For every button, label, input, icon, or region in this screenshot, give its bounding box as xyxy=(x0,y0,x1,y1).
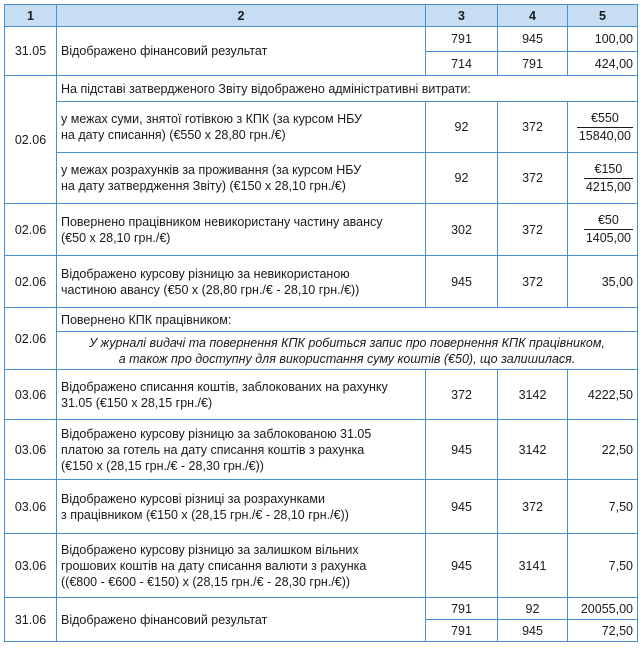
table-row xyxy=(5,153,638,204)
description-line: на дату затвердження Звіту) (€150 х 28,10 грн./€) xyxy=(61,179,346,193)
amount-cell xyxy=(568,102,638,153)
description-line: платою за готель на дату списання коштів з рахунка xyxy=(61,442,365,457)
date-cell: 03.06 xyxy=(5,480,57,534)
debit-cell: 92 xyxy=(426,102,498,153)
table-row xyxy=(5,308,638,332)
description-cell xyxy=(57,204,426,256)
credit-cell: 3142 xyxy=(498,370,568,420)
note-line: а також про доступну для використання суму коштів (€50), що залишилася. xyxy=(118,351,576,366)
credit-cell: 791 xyxy=(498,52,568,76)
debit-cell: 945 xyxy=(426,256,498,308)
uah-amount: 15840,00 xyxy=(578,128,631,143)
description-line: Відображено списання коштів, заблокованих на рахунку xyxy=(61,379,388,394)
description-line: у межах розрахунків за проживання (за курсом НБУ xyxy=(61,163,362,177)
table-row xyxy=(5,598,638,620)
table-row xyxy=(5,76,638,102)
header-col-3: 3 xyxy=(426,5,498,27)
description-cell xyxy=(57,420,426,480)
description-line: ((€800 - €600 - €150) х (28,15 грн./€ - 28,30 грн./€)) xyxy=(61,574,351,589)
description-cell xyxy=(57,534,426,598)
description-line: Відображено курсову різницю за залишком вільних xyxy=(61,542,359,557)
description-line: на дату списання) (€550 х 28,80 грн./€) xyxy=(61,128,286,142)
section-intro: Повернено КПК працівником: xyxy=(57,308,638,332)
date-cell: 02.06 xyxy=(5,308,57,370)
description-line: частиною авансу (€50 х (28,80 грн./€ - 28,10 грн./€)) xyxy=(61,282,360,297)
table-row xyxy=(5,420,638,480)
currency-amount: €50 xyxy=(584,212,633,230)
description-line: Відображено курсові різниці за розрахунками xyxy=(61,491,325,506)
description-cell xyxy=(57,370,426,420)
description-line: (€150 х (28,15 грн./€ - 28,30 грн./€)) xyxy=(61,458,264,473)
amount-cell: 20055,00 xyxy=(568,598,638,620)
amount-cell: 100,00 xyxy=(568,27,638,52)
amount-cell: 424,00 xyxy=(568,52,638,76)
amount-cell: 7,50 xyxy=(568,534,638,598)
amount-cell: 4222,50 xyxy=(568,370,638,420)
table-row xyxy=(5,332,638,370)
table-row xyxy=(5,480,638,534)
description-line: з працівником (€150 х (28,15 грн./€ - 28,10 грн./€)) xyxy=(61,507,349,522)
credit-cell: 372 xyxy=(498,204,568,256)
date-cell: 31.06 xyxy=(5,598,57,642)
credit-cell: 372 xyxy=(498,102,568,153)
date-cell: 02.06 xyxy=(5,76,57,204)
credit-cell: 945 xyxy=(498,27,568,52)
amount-cell xyxy=(568,153,638,204)
amount-cell: 22,50 xyxy=(568,420,638,480)
table-row xyxy=(5,370,638,420)
header-col-1: 1 xyxy=(5,5,57,27)
credit-cell: 372 xyxy=(498,153,568,204)
amount-fraction xyxy=(577,110,633,145)
section-intro: На підставі затвердженого Звіту відображено адміністративні витрати: xyxy=(57,76,638,102)
description-line: 31.05 (€150 х 28,15 грн./€) xyxy=(61,395,213,410)
credit-cell: 3142 xyxy=(498,420,568,480)
header-col-2: 2 xyxy=(57,5,426,27)
amount-cell: 7,50 xyxy=(568,480,638,534)
debit-cell: 372 xyxy=(426,370,498,420)
date-cell: 03.06 xyxy=(5,370,57,420)
uah-amount: 4215,00 xyxy=(585,179,631,194)
table-row xyxy=(5,102,638,153)
date-cell: 31.05 xyxy=(5,27,57,76)
header-row xyxy=(5,5,638,27)
description-line: Відображено курсову різницю за невикористаною xyxy=(61,266,350,281)
note-line: У журналі видачі та повернення КПК робиться запис про повернення КПК працівником, xyxy=(89,335,605,350)
table-row xyxy=(5,27,638,52)
debit-cell: 791 xyxy=(426,620,498,642)
debit-cell: 92 xyxy=(426,153,498,204)
debit-cell: 945 xyxy=(426,480,498,534)
table-row xyxy=(5,204,638,256)
accounting-entries-table xyxy=(4,4,638,642)
currency-amount: €150 xyxy=(584,161,633,179)
amount-cell: 72,50 xyxy=(568,620,638,642)
credit-cell: 372 xyxy=(498,256,568,308)
description-line: грошових коштів на дату списання валюти з рахунка xyxy=(61,558,367,573)
amount-fraction xyxy=(584,161,633,196)
amount-cell: 35,00 xyxy=(568,256,638,308)
credit-cell: 3141 xyxy=(498,534,568,598)
date-cell: 03.06 xyxy=(5,534,57,598)
description-line: у межах суми, знятої готівкою з КПК (за курсом НБУ xyxy=(61,112,362,126)
description-line: Повернено працівником невикористану частину авансу xyxy=(61,214,383,229)
description-cell: Відображено фінансовий результат xyxy=(57,598,426,642)
description-cell xyxy=(57,480,426,534)
debit-cell: 791 xyxy=(426,27,498,52)
description-cell xyxy=(57,153,426,204)
debit-cell: 791 xyxy=(426,598,498,620)
debit-cell: 945 xyxy=(426,420,498,480)
date-cell: 03.06 xyxy=(5,420,57,480)
debit-cell: 945 xyxy=(426,534,498,598)
date-cell: 02.06 xyxy=(5,256,57,308)
date-cell: 02.06 xyxy=(5,204,57,256)
amount-fraction xyxy=(584,212,633,247)
description-line: (€50 х 28,10 грн./€) xyxy=(61,230,171,245)
debit-cell: 302 xyxy=(426,204,498,256)
uah-amount: 1405,00 xyxy=(585,231,631,245)
description-cell xyxy=(57,102,426,153)
table-row xyxy=(5,256,638,308)
amount-cell xyxy=(568,204,638,256)
description-cell xyxy=(57,256,426,308)
header-col-4: 4 xyxy=(498,5,568,27)
italic-note xyxy=(57,332,638,370)
header-col-5: 5 xyxy=(568,5,638,27)
credit-cell: 945 xyxy=(498,620,568,642)
table-row xyxy=(5,534,638,598)
description-cell: Відображено фінансовий результат xyxy=(57,27,426,76)
credit-cell: 92 xyxy=(498,598,568,620)
description-line: Відображено курсову різницю за заблокованою 31.05 xyxy=(61,426,372,441)
credit-cell: 372 xyxy=(498,480,568,534)
currency-amount: €550 xyxy=(577,110,633,128)
debit-cell: 714 xyxy=(426,52,498,76)
